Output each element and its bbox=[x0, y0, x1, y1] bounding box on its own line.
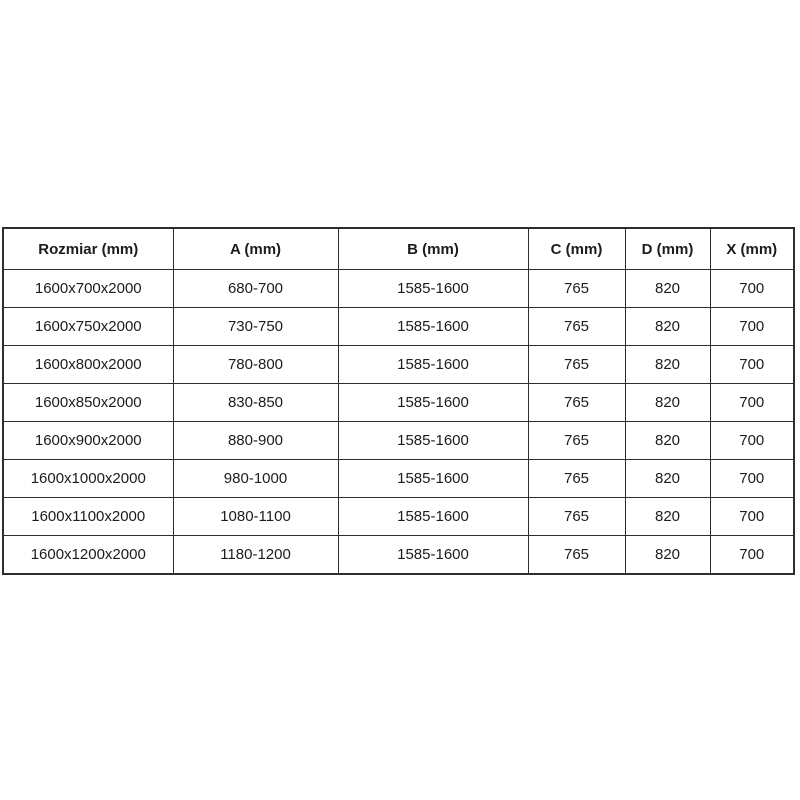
table-cell: 680-700 bbox=[173, 270, 338, 308]
table-cell: 1600x750x2000 bbox=[3, 308, 173, 346]
table-row bbox=[3, 346, 794, 384]
table-cell: 1600x900x2000 bbox=[3, 422, 173, 460]
table-cell: 820 bbox=[625, 460, 710, 498]
table-cell: 700 bbox=[710, 308, 794, 346]
column-header: X (mm) bbox=[710, 228, 794, 270]
table-cell: 765 bbox=[528, 422, 625, 460]
table-header-row bbox=[3, 228, 794, 270]
table-row bbox=[3, 460, 794, 498]
dimensions-table bbox=[2, 227, 795, 575]
table-cell: 765 bbox=[528, 346, 625, 384]
table-row bbox=[3, 308, 794, 346]
table-cell: 820 bbox=[625, 270, 710, 308]
table-cell: 765 bbox=[528, 384, 625, 422]
table-cell: 1585-1600 bbox=[338, 422, 528, 460]
table-cell: 765 bbox=[528, 460, 625, 498]
table-cell: 820 bbox=[625, 384, 710, 422]
table-cell: 820 bbox=[625, 346, 710, 384]
table-cell: 765 bbox=[528, 498, 625, 536]
table-cell: 1600x800x2000 bbox=[3, 346, 173, 384]
table-cell: 700 bbox=[710, 346, 794, 384]
table-row bbox=[3, 384, 794, 422]
table-cell: 700 bbox=[710, 460, 794, 498]
table-cell: 765 bbox=[528, 308, 625, 346]
table-body bbox=[3, 270, 794, 575]
table-cell: 730-750 bbox=[173, 308, 338, 346]
table-cell: 700 bbox=[710, 536, 794, 575]
table-cell: 980-1000 bbox=[173, 460, 338, 498]
table-cell: 1600x1000x2000 bbox=[3, 460, 173, 498]
table-cell: 700 bbox=[710, 498, 794, 536]
table-cell: 830-850 bbox=[173, 384, 338, 422]
table-cell: 820 bbox=[625, 536, 710, 575]
column-header: B (mm) bbox=[338, 228, 528, 270]
table-cell: 700 bbox=[710, 270, 794, 308]
table-cell: 1600x700x2000 bbox=[3, 270, 173, 308]
table-cell: 1585-1600 bbox=[338, 346, 528, 384]
table-cell: 1585-1600 bbox=[338, 536, 528, 575]
table-cell: 1080-1100 bbox=[173, 498, 338, 536]
table-cell: 1585-1600 bbox=[338, 384, 528, 422]
table-cell: 1600x1100x2000 bbox=[3, 498, 173, 536]
table-cell: 1585-1600 bbox=[338, 308, 528, 346]
table-cell: 1585-1600 bbox=[338, 460, 528, 498]
table-cell: 1585-1600 bbox=[338, 498, 528, 536]
table-cell: 765 bbox=[528, 536, 625, 575]
table-cell: 820 bbox=[625, 422, 710, 460]
table-cell: 880-900 bbox=[173, 422, 338, 460]
table-cell: 820 bbox=[625, 498, 710, 536]
table-cell: 1180-1200 bbox=[173, 536, 338, 575]
column-header: C (mm) bbox=[528, 228, 625, 270]
table-cell: 700 bbox=[710, 384, 794, 422]
table-row bbox=[3, 422, 794, 460]
table-cell: 1600x850x2000 bbox=[3, 384, 173, 422]
column-header: A (mm) bbox=[173, 228, 338, 270]
table-cell: 780-800 bbox=[173, 346, 338, 384]
table-cell: 765 bbox=[528, 270, 625, 308]
table-cell: 1600x1200x2000 bbox=[3, 536, 173, 575]
table-cell: 820 bbox=[625, 308, 710, 346]
table-cell: 700 bbox=[710, 422, 794, 460]
column-header: Rozmiar (mm) bbox=[3, 228, 173, 270]
table-row bbox=[3, 270, 794, 308]
table-header bbox=[3, 228, 794, 270]
table-row bbox=[3, 498, 794, 536]
table-row bbox=[3, 536, 794, 575]
table-cell: 1585-1600 bbox=[338, 270, 528, 308]
column-header: D (mm) bbox=[625, 228, 710, 270]
